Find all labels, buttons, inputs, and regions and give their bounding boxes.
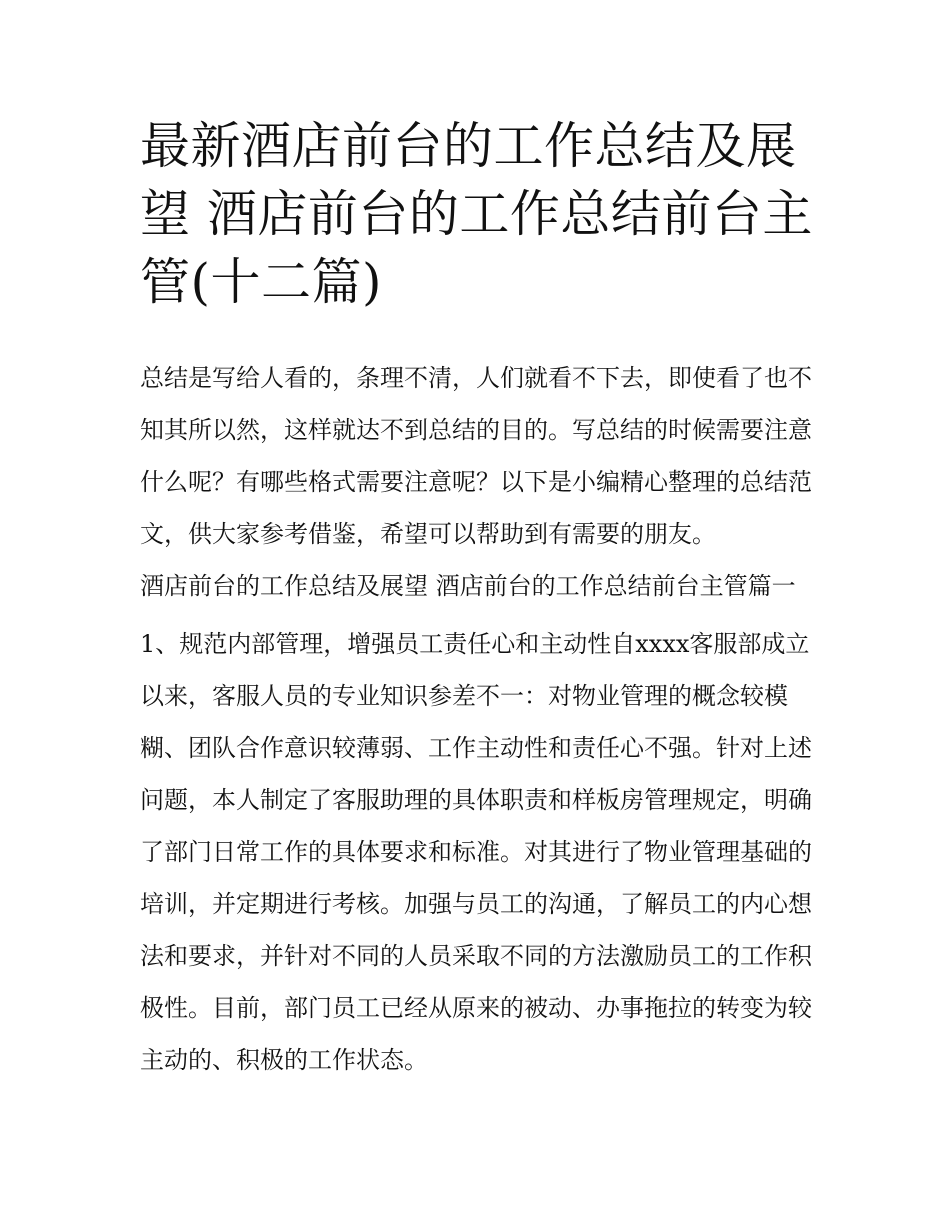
section-paragraph: 1、规范内部管理，增强员工责任心和主动性自xxxx客服部成立以来，客服人员的专业知识参差不一：对物业管理的概念较模糊、团队合作意识较薄弱、工作主动性和责任心不强。针对上述问题，本人制定了客服助理的具体职责和样板房管理规定，明确了部门日常工作的具体要求和标准。对其进行了物业管理基础的培训，并定期进行考核。加强与员工的沟通，了解员工的内心想法和要求，并针对不同的人员采取不同的方法激励员工的工作积极性。目前，部门员工已经从原来的被动、办事拖拉的转变为较主动的、积极的工作状态。 [140,630,812,1074]
document-body [140,352,820,1086]
document-title: 最新酒店前台的工作总结及展望 酒店前台的工作总结前台主管(十二篇) [140,117,813,311]
intro-paragraph: 总结是写给人看的，条理不清，人们就看不下去，即使看了也不知其所以然，这样就达不到总结的目的。写总结的时候需要注意什么呢？有哪些格式需要注意呢？以下是小编精心整理的总结范文，供大家参考借鉴，希望可以帮助到有需要的朋友。 [140,364,812,548]
section-heading: 酒店前台的工作总结及展望 酒店前台的工作总结前台主管篇一 [140,572,796,600]
